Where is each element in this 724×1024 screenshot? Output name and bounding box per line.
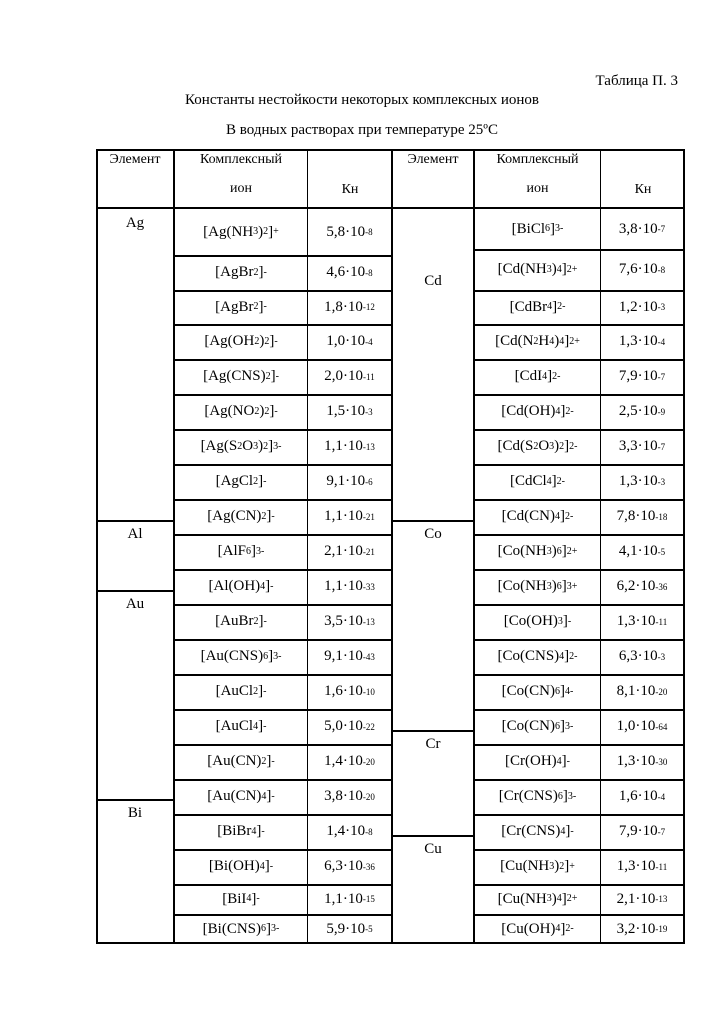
row-divider (175, 290, 391, 292)
ion-cell: [Co(CNS) 4 ] 2- (497, 648, 578, 664)
constant-cell: 1,0·10 -4 (326, 333, 373, 349)
ion-cell: [Ag(CNS) 2 ] - (203, 368, 279, 384)
row-divider (175, 814, 391, 816)
row-divider (475, 639, 683, 641)
element-label: Co (424, 526, 442, 542)
row-divider (475, 324, 683, 326)
group-divider (96, 590, 174, 592)
table-border-left (96, 149, 98, 944)
ion-cell: [Ag(NO 2 ) 2 ] - (204, 403, 278, 419)
element-label: Au (125, 596, 145, 612)
row-divider (475, 914, 683, 916)
constant-cell: 2,1·10 -21 (324, 543, 375, 559)
ion-cell: [Cd(S 2 O 3 ) 2 ] 2- (497, 438, 578, 454)
constant-cell: 1,1·10 -33 (324, 578, 375, 594)
header-constant-right: Кн (634, 182, 652, 197)
element-label: Cd (424, 273, 442, 289)
ion-cell: [Ag(S 2 O 3 ) 2 ] 3- (200, 438, 282, 454)
constant-cell: 6,3·10 -3 (618, 648, 666, 664)
constant-cell: 3,8·10 -7 (618, 220, 666, 237)
row-divider (175, 884, 391, 886)
header-complex-line2: ион (526, 181, 549, 196)
ion-cell: [AgBr 2 ] - (215, 264, 267, 280)
row-divider (475, 814, 683, 816)
header-complex-left (174, 153, 308, 196)
row-divider (175, 709, 391, 711)
ion-cell: [Cr(OH) 4 ] - (505, 753, 570, 769)
constant-cell: 5,0·10 -22 (324, 718, 375, 734)
row-divider (475, 569, 683, 571)
constant-cell: 1,3·10 -11 (616, 613, 668, 629)
constant-cell: 1,5·10 -3 (326, 403, 373, 419)
ion-cell: [BiBr 4 ] - (217, 823, 265, 839)
constant-cell: 1,4·10 -20 (324, 753, 375, 769)
header-element-left: Элемент (109, 152, 161, 167)
element-label: Al (127, 526, 143, 542)
group-divider (96, 799, 174, 801)
row-divider (475, 674, 683, 676)
ion-cell: [Cr(CNS) 4 ] - (501, 823, 574, 839)
row-divider (475, 464, 683, 466)
constant-cell: 7,9·10 -7 (618, 368, 666, 384)
constant-cell: 2,5·10 -9 (618, 403, 666, 419)
ion-cell: [Co(NH 3 ) 6 ] 3+ (497, 578, 578, 594)
row-divider (175, 394, 391, 396)
row-divider (175, 914, 391, 916)
table-border-right (683, 149, 685, 944)
ion-cell: [Cr(CNS) 6 ] 3- (498, 788, 577, 804)
constant-cell: 9,1·10 -6 (326, 473, 373, 489)
row-divider (175, 744, 391, 746)
ion-cell: [Bi(CNS) 6 ] 3- (202, 920, 280, 937)
ion-cell: [Al(OH) 4 ] - (208, 578, 274, 594)
column-divider-center (391, 149, 393, 944)
ion-cell: [Cd(N 2 H 4 ) 4 ] 2+ (495, 333, 580, 349)
constant-cell: 5,8·10 -8 (326, 223, 373, 240)
header-element-right: Элемент (407, 152, 459, 167)
constant-cell: 3,3·10 -7 (618, 438, 666, 454)
ion-cell: [Au(CNS) 6 ] 3- (200, 648, 282, 664)
row-divider (475, 534, 683, 536)
constant-cell: 1,1·10 -15 (324, 890, 375, 907)
row-divider (475, 394, 683, 396)
group-divider (96, 520, 174, 522)
row-divider (475, 744, 683, 746)
constant-cell: 5,9·10 -5 (326, 920, 373, 937)
row-divider (175, 464, 391, 466)
ion-cell: [CdCl 4 ] 2- (509, 473, 566, 489)
row-divider (175, 255, 391, 257)
constant-cell: 7,6·10 -8 (618, 261, 666, 277)
constant-cell: 1,3·10 -30 (616, 753, 668, 769)
row-divider (175, 569, 391, 571)
element-label: Cu (424, 841, 442, 857)
row-divider (175, 849, 391, 851)
constant-cell: 3,2·10 -19 (616, 920, 668, 937)
row-divider (175, 429, 391, 431)
row-divider (475, 604, 683, 606)
constant-cell: 1,1·10 -13 (324, 438, 375, 454)
constants-table (96, 149, 685, 944)
constant-cell: 7,8·10 -18 (616, 508, 668, 524)
ion-cell: [Ag(CN) 2 ] - (207, 508, 275, 524)
constant-cell: 1,3·10 -3 (618, 473, 666, 489)
ion-cell: [Cd(NH 3 ) 4 ] 2+ (497, 261, 578, 277)
ion-cell: [Cu(NH 3 ) 4 ] 2+ (497, 890, 578, 907)
constant-cell: 2,1·10 -13 (616, 890, 668, 907)
constant-cell: 4,6·10 -8 (326, 264, 373, 280)
constant-cell: 1,6·10 -10 (324, 683, 375, 699)
constant-cell: 1,6·10 -4 (618, 788, 666, 804)
row-divider (475, 884, 683, 886)
header-complex-line1: Комплексный (200, 152, 282, 167)
row-divider (175, 604, 391, 606)
ion-cell: [AuCl 2 ] - (215, 683, 267, 699)
constant-cell: 1,4·10 -8 (326, 823, 373, 839)
group-divider (392, 730, 475, 732)
group-divider (392, 520, 475, 522)
ion-cell: [CdBr 4 ] 2- (509, 298, 566, 315)
ion-cell: [BiCl 6 ] 3- (511, 220, 564, 237)
element-label: Bi (127, 805, 143, 821)
constant-cell: 2,0·10 -11 (324, 368, 375, 384)
ion-cell: [CdI 4 ] 2- (514, 368, 561, 384)
ion-cell: [BiI 4 ] - (222, 890, 260, 907)
group-divider (392, 835, 475, 837)
ion-cell: [Au(CN) 2 ] - (207, 753, 275, 769)
row-divider (475, 779, 683, 781)
row-divider (475, 359, 683, 361)
ion-cell: [Cu(OH) 4 ] 2- (501, 920, 574, 937)
ion-cell: [Cu(NH 3 ) 2 ] + (500, 858, 575, 874)
ion-cell: [AlF 6 ] 3- (217, 543, 265, 559)
ion-cell: [Co(NH 3 ) 6 ] 2+ (497, 543, 578, 559)
row-divider (475, 429, 683, 431)
constant-cell: 1,1·10 -21 (324, 508, 375, 524)
row-divider (175, 534, 391, 536)
constant-cell: 3,5·10 -13 (324, 613, 375, 629)
row-divider (175, 779, 391, 781)
constant-cell: 1,3·10 -4 (618, 333, 666, 349)
table-title: Константы нестойкости некоторых комплексных ионов (185, 92, 539, 108)
constant-cell: 1,8·10 -12 (324, 298, 375, 315)
ion-cell: [AgBr 2 ] - (215, 298, 267, 315)
row-divider (475, 849, 683, 851)
header-complex-right (474, 153, 601, 196)
ion-cell: [Ag(OH 2 ) 2 ] - (204, 333, 278, 349)
constant-cell: 8,1·10 -20 (616, 683, 668, 699)
constant-cell: 7,9·10 -7 (618, 823, 666, 839)
ion-cell: [AgCl 2 ] - (215, 473, 267, 489)
ion-cell: [Co(CN) 6 ] 3- (501, 718, 574, 734)
ion-cell: [Ag(NH 3 ) 2 ] + (203, 223, 279, 240)
constant-cell: 4,1·10 -5 (618, 543, 666, 559)
constant-cell: 3,8·10 -20 (324, 788, 375, 804)
ion-cell: [Co(CN) 6 ] 4- (501, 683, 574, 699)
ion-cell: [Co(OH) 3 ] - (503, 613, 572, 629)
row-divider (475, 290, 683, 292)
element-label: Cr (425, 736, 441, 752)
row-divider (175, 674, 391, 676)
ion-cell: [Au(CN) 4 ] - (207, 788, 275, 804)
constant-cell: 1,0·10 -64 (616, 718, 668, 734)
header-complex-line2: ион (230, 181, 252, 196)
row-divider (175, 359, 391, 361)
constant-cell: 1,3·10 -11 (616, 858, 668, 874)
ion-cell: [Cd(CN) 4 ] 2- (501, 508, 574, 524)
ion-cell: [Bi(OH) 4 ] - (208, 858, 274, 874)
constant-cell: 6,2·10 -36 (616, 578, 668, 594)
constant-cell: 1,2·10 -3 (618, 298, 666, 315)
row-divider (175, 499, 391, 501)
element-label: Ag (125, 215, 145, 231)
row-divider (475, 709, 683, 711)
table-label: Таблица П. 3 (595, 73, 678, 89)
ion-cell: [Cd(OH) 4 ] 2- (501, 403, 574, 419)
header-constant-left: Кн (341, 182, 359, 197)
row-divider (475, 499, 683, 501)
constant-cell: 6,3·10 -36 (324, 858, 375, 874)
ion-cell: [AuBr 2 ] - (215, 613, 267, 629)
row-divider (175, 324, 391, 326)
ion-cell: [AuCl 4 ] - (215, 718, 267, 734)
constant-cell: 9,1·10 -43 (324, 648, 375, 664)
header-complex-line1: Комплексный (496, 152, 579, 167)
row-divider (475, 249, 683, 251)
table-subtitle: В водных растворах при температуре 25ºС (226, 122, 498, 138)
row-divider (175, 639, 391, 641)
